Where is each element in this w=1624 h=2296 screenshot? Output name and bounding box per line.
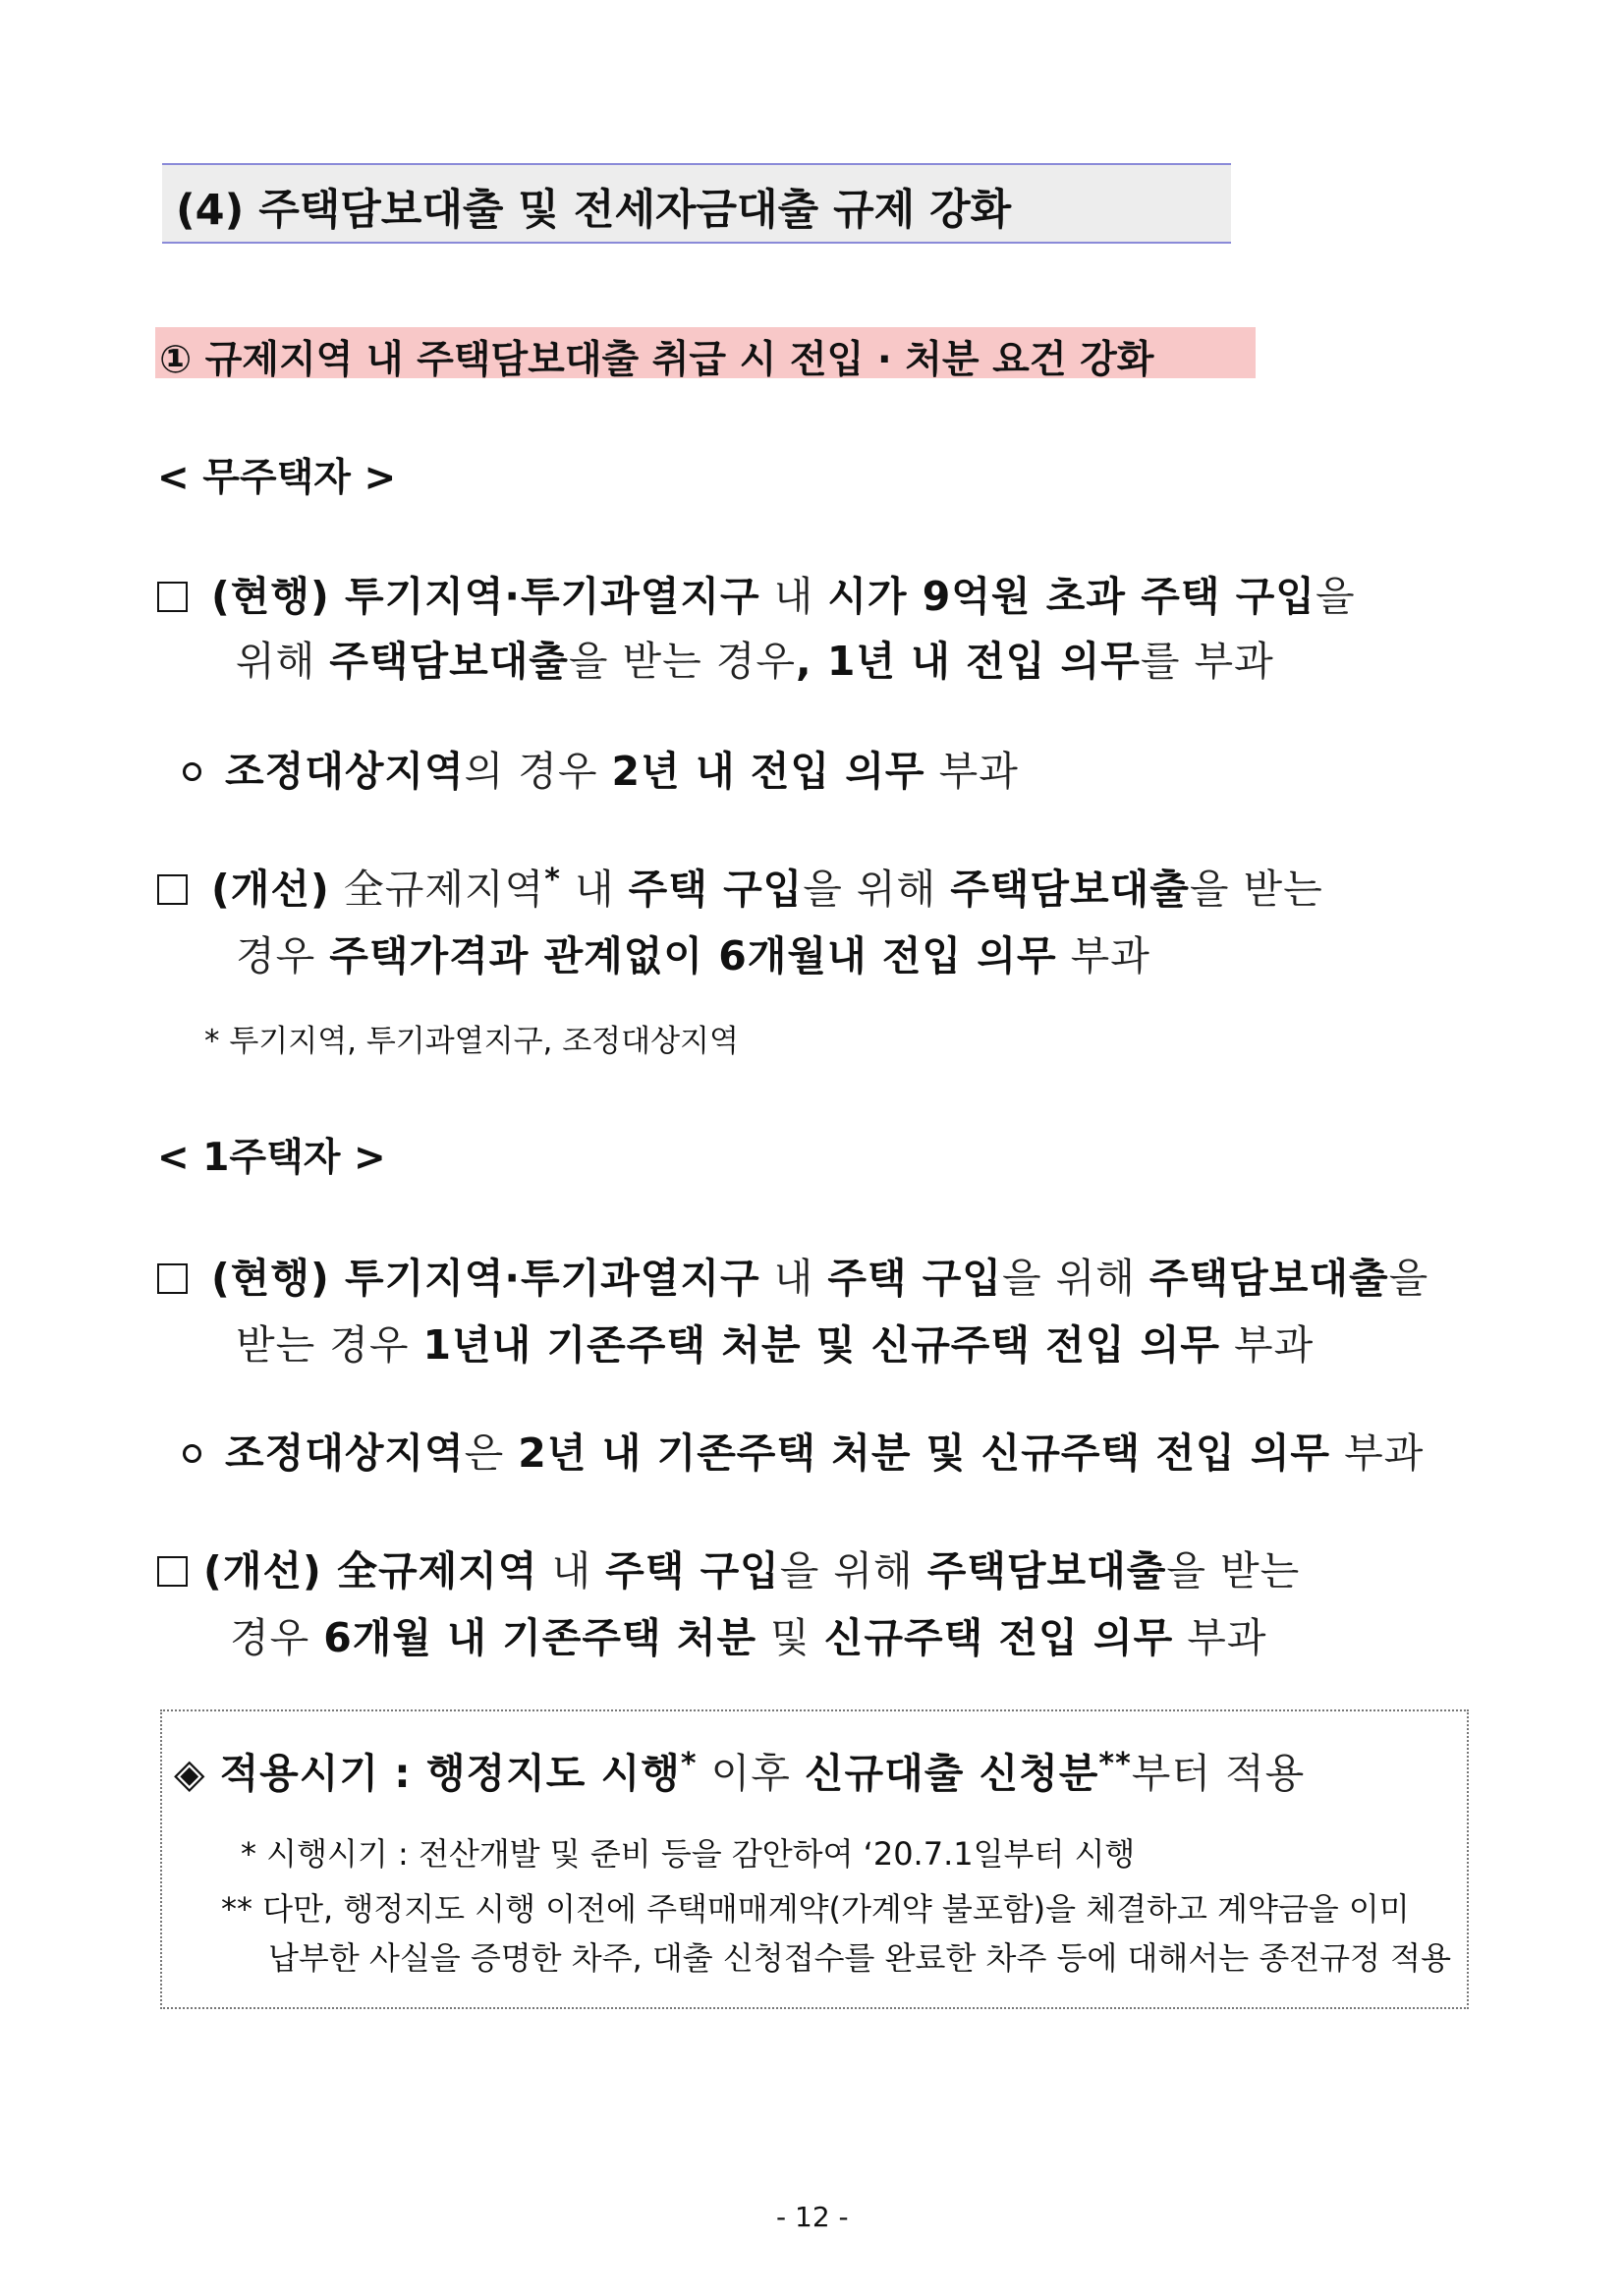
checkbox-square-icon [157,582,188,612]
footnote-regulated-areas: * 투기지역, 투기과열지구, 조정대상지역 [204,1024,739,1059]
sub-bullet-adjustment-area-one-house: 조정대상지역은 2년 내 기존주택 처분 및 신규주택 전입 의무 부과 [183,1421,1424,1479]
checkbox-square-icon [157,1556,188,1587]
application-period-line: ◈ 적용시기 : 행정지도 시행* 이후 신규대출 신청분**부터 적용 [174,1747,1306,1797]
checkbox-square-icon [157,1263,188,1294]
sub-bullet-adjustment-area: 조정대상지역의 경우 2년 내 전입 의무 부과 [183,739,1019,797]
subsection-highlight [155,327,1256,382]
section-title-box [162,163,1231,244]
bullet-current-no-house-line2: 위해 주택담보대출을 받는 경우, 1년 내 전입 의무를 부과 [236,638,1274,685]
section-title: (4) 주택담보대출 및 전세자금대출 규제 강화 [176,186,1012,235]
page-number: - 12 - [776,2201,849,2233]
subsection-title: ① 규제지역 내 주택담보대출 취급 시 전입 · 처분 요건 강화 [159,338,1154,382]
footnote-exception-line2: 납부한 사실을 증명한 차주, 대출 신청접수를 완료한 차주 등에 대해서는 종전규정 적용 [268,1939,1451,1977]
heading-no-house: < 무주택자 > [157,456,397,500]
circle-bullet-icon [183,1444,201,1463]
bullet-current-no-house-line1: (현행) 투기지역·투기과열지구 내 시가 9억원 초과 주택 구입을 [157,564,1356,622]
bullet-current-one-house-line2: 받는 경우 1년내 기존주택 처분 및 신규주택 전입 의무 부과 [236,1321,1315,1369]
bullet-current-one-house-line1: (현행) 투기지역·투기과열지구 내 주택 구입을 위해 주택담보대출을 [157,1246,1428,1304]
bullet-improved-no-house-line1: (개선) 全규제지역* 내 주택 구입을 위해 주택담보대출을 받는 [157,857,1323,915]
bullet-improved-one-house-line1: (개선) 全규제지역 내 주택 구입을 위해 주택담보대출을 받는 [157,1539,1300,1596]
application-period-box [160,1709,1469,2009]
footnote-effective-date: * 시행시기 : 전산개발 및 준비 등을 감안하여 ‘20.7.1일부터 시행 [241,1835,1136,1873]
bullet-improved-no-house-line2: 경우 주택가격과 관계없이 6개월내 전입 의무 부과 [236,932,1150,980]
diamond-icon: ◈ [174,1750,206,1797]
heading-one-house: < 1주택자 > [157,1136,386,1180]
circle-bullet-icon [183,762,201,781]
bullet-improved-one-house-line2: 경우 6개월 내 기존주택 처분 및 신규주택 전입 의무 부과 [230,1614,1267,1661]
footnote-exception-line1: ** 다만, 행정지도 시행 이전에 주택매매계약(가계약 불포함)을 체결하고 계약금을 이미 [221,1890,1410,1928]
checkbox-square-icon [157,874,188,905]
